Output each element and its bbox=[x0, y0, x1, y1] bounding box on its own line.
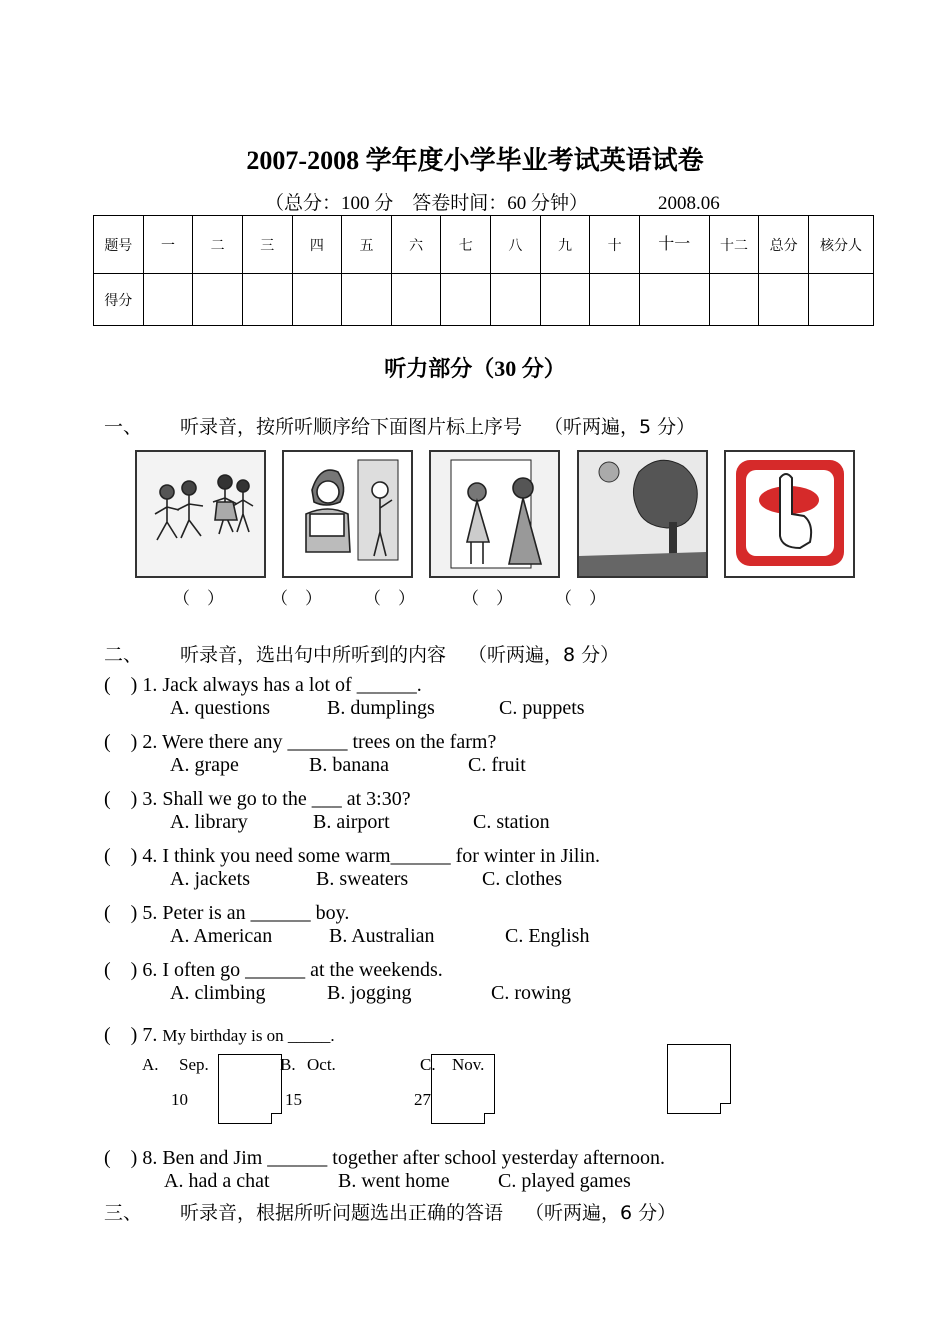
q7-option-b-day: 15 bbox=[285, 1090, 302, 1109]
q7-option-a-day: 10 bbox=[171, 1090, 188, 1109]
q1-option-b[interactable]: B. dumplings bbox=[327, 697, 435, 719]
header-cell: 总分 bbox=[759, 216, 809, 274]
q1-option-c[interactable]: C. puppets bbox=[499, 697, 585, 719]
q8-option-b[interactable]: B. went home bbox=[338, 1170, 450, 1192]
score-cell[interactable] bbox=[193, 274, 243, 326]
exam-subtitle bbox=[265, 188, 720, 215]
girl-reading-boy-door-image bbox=[282, 450, 413, 578]
section3-note: （听两遍，6 分） bbox=[525, 1202, 677, 1224]
score-cell[interactable] bbox=[540, 274, 590, 326]
header-cell: 一 bbox=[143, 216, 193, 274]
header-cell: 十一 bbox=[639, 216, 709, 274]
score-cell[interactable] bbox=[491, 274, 541, 326]
header-cell: 六 bbox=[391, 216, 441, 274]
q2-option-a[interactable]: A. grape bbox=[170, 754, 239, 776]
q3-option-b[interactable]: B. airport bbox=[313, 811, 390, 833]
q2-option-c[interactable]: C. fruit bbox=[468, 754, 526, 776]
answer-paren-1[interactable]: （ ） bbox=[173, 589, 224, 608]
answer-paren-5[interactable]: （ ） bbox=[555, 589, 606, 608]
section3-text: 听录音，根据所听问题选出正确的答语 bbox=[180, 1202, 504, 1224]
score-cell[interactable] bbox=[759, 274, 809, 326]
section1-note: （听两遍，5 分） bbox=[544, 416, 696, 438]
score-table bbox=[93, 215, 874, 326]
q7-option-c-letter[interactable]: C. bbox=[420, 1055, 436, 1074]
score-cell[interactable] bbox=[143, 274, 193, 326]
question-3-stem: ( ) 3. Shall we go to the ___ at 3:30? bbox=[104, 788, 411, 810]
header-cell: 核分人 bbox=[808, 216, 873, 274]
q6-option-c[interactable]: C. rowing bbox=[491, 982, 571, 1004]
q5-option-a[interactable]: A. American bbox=[170, 925, 273, 947]
score-cell[interactable] bbox=[441, 274, 491, 326]
q4-option-a[interactable]: A. jackets bbox=[170, 868, 250, 890]
q2-option-b[interactable]: B. banana bbox=[309, 754, 389, 776]
score-cell[interactable] bbox=[242, 274, 292, 326]
q5-option-b[interactable]: B. Australian bbox=[329, 925, 435, 947]
q7-option-b-letter[interactable]: B. bbox=[280, 1055, 296, 1074]
exam-date: 2008.06 bbox=[658, 193, 720, 214]
score-cell[interactable] bbox=[391, 274, 441, 326]
tree-sun-image bbox=[577, 450, 708, 578]
exam-title: 2007-2008 学年度小学毕业考试英语试卷 bbox=[246, 146, 704, 175]
question-5-stem: ( ) 5. Peter is an ______ boy. bbox=[104, 902, 350, 924]
header-cell: 八 bbox=[491, 216, 541, 274]
q7-text: My birthday is on _____. bbox=[162, 1026, 335, 1045]
q7-option-c-month: Nov. bbox=[452, 1055, 485, 1074]
question-2-stem: ( ) 2. Were there any ______ trees on the farm? bbox=[104, 731, 497, 753]
q8-option-c[interactable]: C. played games bbox=[498, 1170, 631, 1192]
header-cell: 七 bbox=[441, 216, 491, 274]
score-table-header-row bbox=[94, 216, 874, 274]
q6-option-a[interactable]: A. climbing bbox=[170, 982, 266, 1004]
section2-text: 听录音，选出句中所听到的内容 bbox=[180, 644, 447, 666]
section2-number: 二、 bbox=[104, 644, 143, 666]
question-8-stem: ( ) 8. Ben and Jim ______ together after school yesterday afternoon. bbox=[104, 1147, 665, 1169]
score-cell[interactable] bbox=[292, 274, 342, 326]
q6-option-b[interactable]: B. jogging bbox=[327, 982, 412, 1004]
q8-option-a[interactable]: A. had a chat bbox=[164, 1170, 270, 1192]
score-row-label: 得分 bbox=[94, 274, 144, 326]
calendar-page-extra bbox=[667, 1044, 731, 1114]
score-cell[interactable] bbox=[342, 274, 392, 326]
q7-prefix: ( ) 7. bbox=[104, 1024, 158, 1046]
section2-heading bbox=[104, 640, 619, 667]
answer-paren-4[interactable]: （ ） bbox=[462, 589, 513, 608]
question-4-stem: ( ) 4. I think you need some warm______ for winter in Jilin. bbox=[104, 845, 601, 867]
score-cell[interactable] bbox=[639, 274, 709, 326]
score-cell[interactable] bbox=[590, 274, 640, 326]
q1-option-a[interactable]: A. questions bbox=[170, 697, 270, 719]
answer-paren-3[interactable]: （ ） bbox=[364, 589, 415, 608]
q7-option-c-day: 27 bbox=[414, 1090, 431, 1109]
q7-option-a-month: Sep. bbox=[179, 1055, 209, 1074]
section1-number: 一、 bbox=[104, 416, 143, 438]
header-cell: 十 bbox=[590, 216, 640, 274]
section1-heading bbox=[104, 412, 695, 439]
q5-option-c[interactable]: C. English bbox=[505, 925, 590, 947]
question-6-stem: ( ) 6. I often go ______ at the weekends. bbox=[104, 959, 443, 981]
q3-option-c[interactable]: C. station bbox=[473, 811, 550, 833]
section1-text: 听录音，按所听顺序给下面图片标上序号 bbox=[180, 416, 523, 438]
section3-number: 三、 bbox=[104, 1202, 143, 1224]
girl-mother-door-image bbox=[429, 450, 560, 578]
question-7-stem bbox=[104, 1018, 335, 1047]
silence-sign-image bbox=[724, 450, 855, 578]
section3-heading bbox=[104, 1198, 676, 1225]
header-cell: 题号 bbox=[94, 216, 144, 274]
section2-note: （听两遍，8 分） bbox=[468, 644, 620, 666]
q4-option-b[interactable]: B. sweaters bbox=[316, 868, 409, 890]
children-running-image bbox=[135, 450, 266, 578]
score-cell[interactable] bbox=[709, 274, 759, 326]
score-table-score-row bbox=[94, 274, 874, 326]
q4-option-c[interactable]: C. clothes bbox=[482, 868, 562, 890]
listening-section-title: 听力部分（30 分） bbox=[384, 356, 566, 381]
q7-option-b-month: Oct. bbox=[307, 1055, 336, 1074]
header-cell: 九 bbox=[540, 216, 590, 274]
exam-info: （总分：100 分 答卷时间：60 分钟） bbox=[265, 193, 589, 214]
answer-paren-2[interactable]: （ ） bbox=[271, 589, 322, 608]
header-cell: 二 bbox=[193, 216, 243, 274]
calendar-page-a bbox=[218, 1054, 282, 1124]
header-cell: 四 bbox=[292, 216, 342, 274]
q7-option-a-letter[interactable]: A. bbox=[142, 1055, 159, 1074]
q3-option-a[interactable]: A. library bbox=[170, 811, 248, 833]
score-cell[interactable] bbox=[808, 274, 873, 326]
header-cell: 五 bbox=[342, 216, 392, 274]
header-cell: 三 bbox=[242, 216, 292, 274]
header-cell: 十二 bbox=[709, 216, 759, 274]
question-1-stem: ( ) 1. Jack always has a lot of ______. bbox=[104, 674, 422, 696]
